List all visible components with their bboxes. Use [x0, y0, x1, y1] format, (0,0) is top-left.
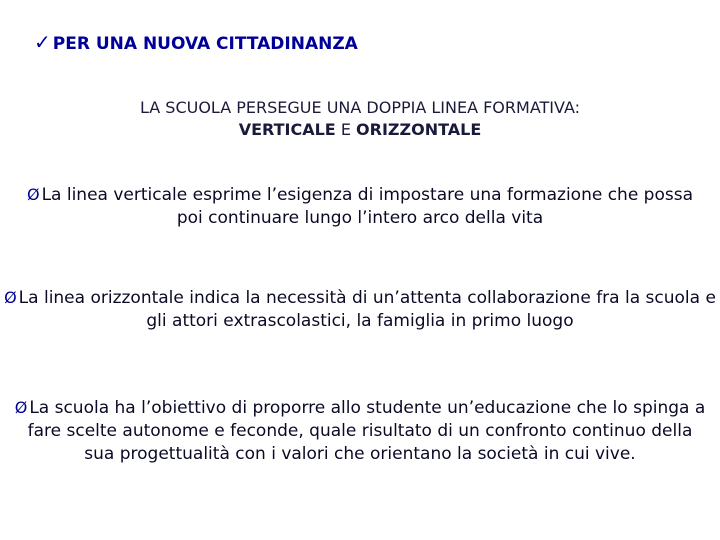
bullet-school-objective: [10, 396, 710, 466]
subtitle-vertical: VERTICALE: [238, 120, 336, 139]
checkmark-icon: ✓: [34, 30, 51, 54]
arrow-bullet-icon: Ø: [4, 288, 17, 307]
slide-title-text: PER UNA NUOVA CITTADINANZA: [52, 34, 358, 54]
arrow-bullet-icon: Ø: [14, 398, 28, 417]
subtitle-line-2: [40, 119, 680, 141]
subtitle-horizontal: ORIZZONTALE: [356, 120, 482, 139]
slide-title: [34, 30, 358, 54]
subtitle-line-1: LA SCUOLA PERSEGUE UNA DOPPIA LINEA FORMATIVA:: [139, 98, 580, 117]
subtitle-connector: E: [340, 120, 351, 139]
bullet-vertical-line: [20, 183, 700, 230]
bullet-horizontal-line: [4, 286, 716, 333]
bullet-text: La linea orizzontale indica la necessità di un’attenta collaborazione fra la scuola e gli attori extrascolastici, la famiglia in primo luogo: [18, 288, 716, 331]
slide-subtitle: [40, 97, 680, 141]
arrow-bullet-icon: Ø: [26, 185, 40, 204]
bullet-text: La linea verticale esprime l’esigenza di impostare una formazione che possa poi continuare lungo l’intero arco della vita: [41, 185, 694, 228]
bullet-text: La scuola ha l’obiettivo di proporre allo studente un’educazione che lo spinga a fare scelte autonome e feconde, quale risultato di un confronto continuo della sua progettualità con i valori che orientano la società in cui vive.: [27, 398, 706, 464]
